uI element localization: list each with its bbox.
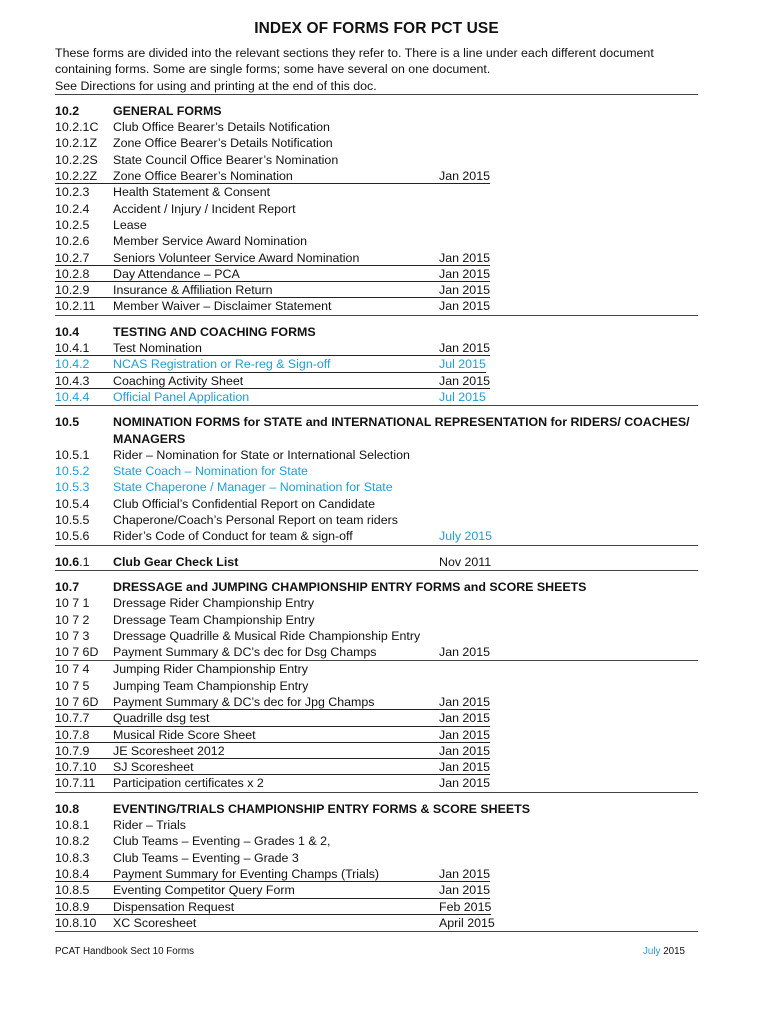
form-title: TESTING AND COACHING FORMS <box>113 324 316 339</box>
form-number: 10.2.3 <box>55 185 90 200</box>
intro-paragraph <box>55 45 698 95</box>
form-date: Jan 2015 <box>439 341 490 356</box>
form-title[interactable]: Official Panel Application <box>113 389 250 404</box>
form-title: Club Office Bearer’s Details Notification <box>113 120 330 135</box>
section-heading <box>55 414 698 447</box>
form-date: July 2015 <box>439 529 493 544</box>
form-number: 10.8.10 <box>55 915 97 930</box>
form-row <box>55 628 698 644</box>
form-title: Seniors Volunteer Service Award Nomination <box>113 250 439 266</box>
form-row[interactable] <box>55 389 698 405</box>
form-number: 10.2.11 <box>55 299 96 314</box>
form-row <box>55 727 698 743</box>
form-date: Jan 2015 <box>439 743 490 758</box>
form-row <box>55 135 698 151</box>
form-number: 10.8.9 <box>55 899 113 915</box>
form-title: Rider’s Code of Conduct for team & sign-off <box>113 529 353 544</box>
form-title: Coaching Activity Sheet <box>113 373 439 389</box>
form-title[interactable]: NCAS Registration or Re-reg & Sign-off <box>113 356 439 372</box>
form-number: 10.2.7 <box>55 250 113 266</box>
form-title: Accident / Injury / Incident Report <box>113 201 296 216</box>
form-number: 10.2.2S <box>55 152 98 167</box>
form-title[interactable]: State Coach – Nomination for State <box>113 464 308 479</box>
form-number: 10.2.1C <box>55 120 99 135</box>
form-title: Club Gear Check List <box>113 554 239 569</box>
form-number: 10.2 <box>55 103 80 118</box>
form-number: 10 7 3 <box>55 628 90 643</box>
form-title[interactable]: State Chaperone / Manager – Nomination for State <box>113 480 393 495</box>
form-number-bold: 10.6 <box>55 554 80 569</box>
form-number: 10 7 6D <box>55 694 113 710</box>
form-date: Jan 2015 <box>439 169 490 184</box>
form-number: 10.7 <box>55 579 80 594</box>
form-row[interactable] <box>55 463 698 479</box>
form-date: Jan 2015 <box>439 266 490 281</box>
form-title: JE Scoresheet 2012 <box>113 743 439 759</box>
form-title: Health Statement & Consent <box>113 185 271 200</box>
form-number: 10.5 <box>55 415 80 430</box>
form-title: NOMINATION FORMS for STATE and INTERNATIONAL REPRESENTATION for RIDERS/ COACHES/ MANAGERS <box>113 415 690 446</box>
form-row <box>55 184 698 200</box>
form-title: Chaperone/Coach’s Personal Report on team riders <box>113 513 398 528</box>
form-row <box>55 710 698 726</box>
form-date: Jan 2015 <box>439 883 490 898</box>
form-row <box>55 850 698 866</box>
form-number: 10 7 1 <box>55 596 90 611</box>
form-title: Payment Summary & DC’s dec for Dsg Champs <box>113 645 377 660</box>
form-row <box>55 554 698 570</box>
form-section <box>55 103 698 316</box>
form-date: April 2015 <box>439 915 495 930</box>
form-row <box>55 266 698 282</box>
forms-index <box>55 103 698 932</box>
form-number: 10 7 2 <box>55 612 90 627</box>
form-title: Zone Office Bearer’s Nomination <box>113 168 439 184</box>
form-row <box>55 233 698 249</box>
form-title: Jumping Rider Championship Entry <box>113 662 308 677</box>
form-number: 10 7 6D <box>55 645 99 660</box>
form-title: Club Teams – Eventing – Grades 1 & 2, <box>113 834 331 849</box>
form-row <box>55 217 698 233</box>
form-number: 10.8.4 <box>55 866 113 882</box>
form-row <box>55 915 698 931</box>
form-date: Jan 2015 <box>439 776 490 791</box>
form-number: 10.7.10 <box>55 759 113 775</box>
form-title: Lease <box>113 217 147 232</box>
form-title: Jumping Team Championship Entry <box>113 678 309 693</box>
form-date: Jan 2015 <box>439 866 490 881</box>
form-row <box>55 866 698 882</box>
form-row <box>55 340 698 356</box>
form-number: 10.5.2 <box>55 464 90 479</box>
form-number: 10.8.2 <box>55 834 90 849</box>
form-number: 10.5.4 <box>55 496 90 511</box>
form-title: Dressage Quadrille & Musical Ride Championship Entry <box>113 628 421 643</box>
form-number: 10.8 <box>55 801 80 816</box>
footer-right <box>643 946 685 957</box>
form-date: Nov 2011 <box>439 554 492 569</box>
form-date: Jan 2015 <box>439 711 490 726</box>
form-row <box>55 661 698 677</box>
form-number: 10.8.1 <box>55 818 90 833</box>
document-page <box>55 18 698 932</box>
form-date: Jan 2015 <box>439 299 490 314</box>
form-number: 10.5.1 <box>55 447 90 462</box>
form-section <box>55 414 698 545</box>
form-number: 10.8.3 <box>55 850 90 865</box>
form-number: 10.2.1Z <box>55 136 98 151</box>
form-row <box>55 373 698 389</box>
form-title: Club Teams – Eventing – Grade 3 <box>113 850 299 865</box>
intro-line: These forms are divided into the relevant sections they refer to. There is a line under each different document <box>55 46 654 60</box>
form-row <box>55 250 698 266</box>
form-date: Jan 2015 <box>439 694 490 709</box>
footer-month: July <box>643 946 661 957</box>
form-number <box>55 554 113 570</box>
section-heading <box>55 579 698 595</box>
form-title: GENERAL FORMS <box>113 103 222 118</box>
form-title: Day Attendance – PCA <box>113 266 439 282</box>
form-number: 10.4.2 <box>55 356 113 372</box>
form-number: 10 7 4 <box>55 662 90 677</box>
form-row <box>55 882 698 898</box>
form-title: DRESSAGE and JUMPING CHAMPIONSHIP ENTRY FORMS and SCORE SHEETS <box>113 579 587 594</box>
form-number: 10.4.1 <box>55 340 113 356</box>
form-section <box>55 554 698 571</box>
form-date: Jan 2015 <box>439 373 490 388</box>
form-number: 10.5.5 <box>55 513 90 528</box>
form-number-rest: .1 <box>79 554 90 569</box>
section-heading <box>55 324 698 340</box>
form-row <box>55 759 698 775</box>
form-row <box>55 899 698 915</box>
form-title: Eventing Competitor Query Form <box>113 882 439 898</box>
page-title: INDEX OF FORMS FOR PCT USE <box>254 20 499 37</box>
form-title: Musical Ride Score Sheet <box>113 727 439 743</box>
form-row <box>55 817 698 833</box>
form-title: Participation certificates x 2 <box>113 776 264 791</box>
form-number: 10.4.4 <box>55 389 90 404</box>
form-date: Jan 2015 <box>439 250 490 265</box>
form-number: 10.2.4 <box>55 201 90 216</box>
form-row <box>55 168 698 184</box>
form-row <box>55 447 698 463</box>
form-title: Rider – Nomination for State or International Selection <box>113 447 410 462</box>
form-title: Test Nomination <box>113 340 439 356</box>
form-date: Jan 2015 <box>439 760 490 775</box>
form-date: Jan 2015 <box>439 283 490 298</box>
form-number: 10.7.7 <box>55 710 113 726</box>
intro-line: containing forms. Some are single forms; some have several on one document. <box>55 62 491 77</box>
form-row <box>55 775 698 791</box>
form-date: Feb 2015 <box>439 899 492 914</box>
form-title: EVENTING/TRIALS CHAMPIONSHIP ENTRY FORMS & SCORE SHEETS <box>113 801 530 816</box>
form-row[interactable] <box>55 479 698 495</box>
form-title: XC Scoresheet <box>113 915 197 930</box>
form-number: 10.2.6 <box>55 234 90 249</box>
form-row <box>55 528 698 544</box>
form-section <box>55 801 698 932</box>
form-row <box>55 612 698 628</box>
form-title: Quadrille dsg test <box>113 710 439 726</box>
form-title: Member Waiver – Disclaimer Statement <box>113 299 332 314</box>
form-number: 10.7.8 <box>55 727 113 743</box>
form-title: Payment Summary for Eventing Champs (Trials) <box>113 866 439 882</box>
form-number: 10.5.3 <box>55 480 90 495</box>
form-title: SJ Scoresheet <box>113 759 439 775</box>
form-row <box>55 678 698 694</box>
form-row <box>55 512 698 528</box>
intro-line: See Directions for using and printing at the end of this doc. <box>55 78 377 93</box>
form-section <box>55 579 698 793</box>
form-date: Jan 2015 <box>439 727 490 742</box>
form-title: Dressage Rider Championship Entry <box>113 596 315 611</box>
footer-year: 2015 <box>660 946 685 957</box>
form-title: Insurance & Affiliation Return <box>113 282 439 298</box>
form-row <box>55 119 698 135</box>
form-number: 10.2.2Z <box>55 168 113 184</box>
form-row[interactable] <box>55 356 698 372</box>
form-number: 10.7.11 <box>55 776 96 791</box>
form-row <box>55 694 698 710</box>
form-number: 10 7 5 <box>55 678 90 693</box>
form-number: 10.2.9 <box>55 282 113 298</box>
form-number: 10.2.5 <box>55 217 90 232</box>
form-number: 10.8.5 <box>55 882 113 898</box>
form-number: 10.7.9 <box>55 743 113 759</box>
form-number: 10.2.8 <box>55 266 113 282</box>
form-row <box>55 595 698 611</box>
page-footer <box>55 946 685 957</box>
footer-left: PCAT Handbook Sect 10 Forms <box>55 946 195 957</box>
form-row <box>55 496 698 512</box>
form-title: State Council Office Bearer’s Nomination <box>113 152 339 167</box>
form-number: 10.4 <box>55 324 80 339</box>
form-title: Payment Summary & DC’s dec for Jpg Champs <box>113 694 439 710</box>
form-row <box>55 152 698 168</box>
form-title: Member Service Award Nomination <box>113 234 307 249</box>
form-number: 10.4.3 <box>55 373 113 389</box>
form-title: Dressage Team Championship Entry <box>113 612 315 627</box>
form-title: Club Official’s Confidential Report on Candidate <box>113 496 375 511</box>
form-row <box>55 644 698 661</box>
form-date: Jul 2015 <box>439 357 486 372</box>
section-heading <box>55 103 698 119</box>
form-row <box>55 282 698 298</box>
form-row <box>55 201 698 217</box>
form-title: Zone Office Bearer’s Details Notification <box>113 136 333 151</box>
form-row <box>55 298 698 314</box>
form-section <box>55 324 698 406</box>
form-row <box>55 743 698 759</box>
form-row <box>55 833 698 849</box>
section-heading <box>55 801 698 817</box>
form-title: Dispensation Request <box>113 899 439 915</box>
form-title: Rider – Trials <box>113 818 186 833</box>
form-date: Jan 2015 <box>439 645 490 660</box>
form-date: Jul 2015 <box>439 389 486 404</box>
form-number: 10.5.6 <box>55 529 90 544</box>
